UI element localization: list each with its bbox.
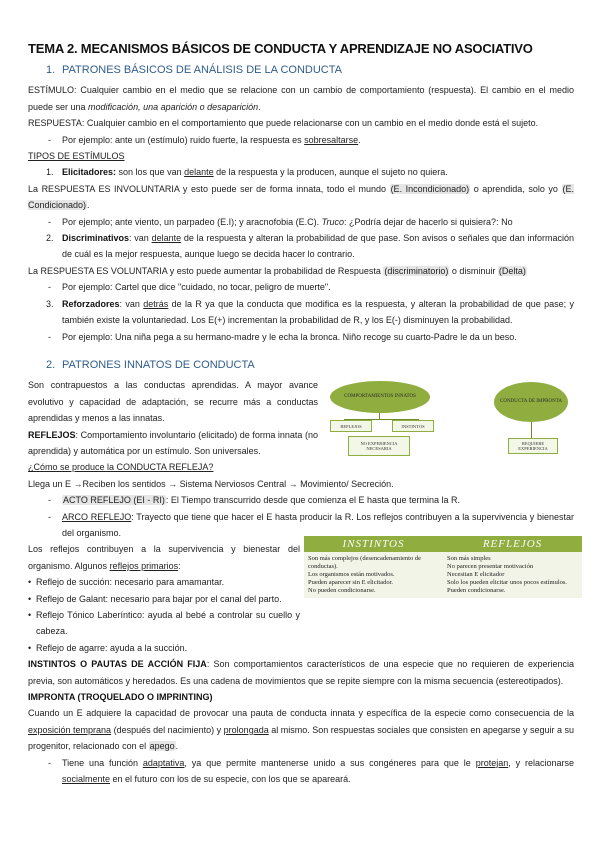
- reflejos-box: REFLEJOS: [330, 420, 372, 432]
- item-discriminativos: 2. Discriminativos: van delante de la respuesta y alteran la probabilidad de que pase. Son avisos o señales que dan información de cuál es la mejor respuesta, aunque luego se decida hacer lo contrario.: [46, 233, 574, 260]
- reflejos-definition: REFLEJOS: Comportamiento involuntario (elicitado) de forma innata (no aprendida) y automática por un estímulo. Son universales.: [28, 429, 318, 456]
- instintos-reflejos-table: [304, 536, 582, 598]
- requiere-experiencia-box: REQUIERE EXPERIENCIA: [508, 438, 558, 454]
- section-heading-2: 2. PATRONES INNATOS DE CONDUCTA: [46, 358, 255, 371]
- reflejo-item: • Reflejo de succión: necesario para amamantar.: [28, 574, 300, 590]
- example-nina: - Por ejemplo: Una niña pega a su hermano-madre y le echa la bronca. Niño recoge su cuarto-Padre le da un beso.: [28, 329, 574, 345]
- instintos-box: INSTINTOS: [392, 420, 434, 432]
- impronta-text: Cuando un E adquiere la capacidad de provocar una pauta de conducta innata y específica de la especie como consecuencia de la exposición temprana (después del nacimiento) y prolongada al mismo. Son respuestas sociales que consisten en apegarse y seguir a su progenitor, relacionado con el apego.: [28, 708, 574, 752]
- table-cell-instintos: Son más complejos (desencadenamiento de conductas). Los organismos están motivados. Pueden aparecer sin E elicitador. No pueden condicionarse.: [308, 555, 421, 594]
- como-question: ¿Cómo se produce la CONDUCTA REFLEJA?: [28, 462, 214, 473]
- section-heading-1: 1. PATRONES BÁSICOS DE ANÁLISIS DE LA CONDUCTA: [46, 64, 342, 76]
- table-header-reflejos: REFLEJOS: [482, 538, 543, 550]
- impronta-heading: IMPRONTA (TROQUELADO O IMPRINTING): [28, 692, 213, 703]
- example-cartel: - Por ejemplo: Cartel que dice "cuidado, no tocar, peligro de muerte".: [28, 279, 574, 295]
- llega-text: Llega un E →Reciben los sentidos → Sistema Nerviosos Central → Movimiento/ Secreción.: [28, 478, 394, 489]
- acto-reflejo: - ACTO REFLEJO (EI - RI): El Tiempo transcurrido desde que comienza el E hasta que termina la R.: [28, 492, 574, 508]
- connector: [531, 422, 532, 438]
- reflejo-item: • Reflejo de agarre: ayuda a la succión.: [28, 640, 300, 656]
- page-title: TEMA 2. MECANISMOS BÁSICOS DE CONDUCTA Y APRENDIZAJE NO ASOCIATIVO: [28, 41, 533, 56]
- impronta-node: CONDUCTA DE IMPRONTA: [494, 382, 568, 422]
- example-sobresalto: - Por ejemplo: ante un (estímulo) ruido fuerte, la respuesta es sobresaltarse.: [28, 132, 574, 148]
- item-elicitadores: 1. Elicitadores: son los que van delante de la respuesta y la producen, aunque el sujeto no quiera.: [46, 167, 448, 178]
- table-cell-reflejos: Son más simples No parecen presentar motivación Necesitan E elicitador Solo los pueden elicitar unos pocos estímulos. Pueden condicionarse.: [447, 555, 568, 594]
- respuesta-definition: RESPUESTA: Cualquier cambio en el comportamiento que puede relacionarse con un cambio en el medio donde está el sujeto.: [28, 118, 539, 129]
- innatos-intro: Son contrapuestos a las conductas aprendidas. A mayor avance evolutivo y capacidad de adaptación, se recurre más a conductas aprendidas y menos a las innatas.: [28, 380, 318, 424]
- contrib-text: Los reflejos contribuyen a la supervivencia y bienestar del organismo. Algunos reflejos primarios:: [28, 544, 300, 571]
- item-reforzadores: 3. Reforzadores: van detrás de la R ya que la conducta que modifica es la respuesta, y alteran la probabilidad de que pase; y también existe la voluntariedad. Los E(+) incrementan la probabilidad de R, y los E(-) disminuyen la probabilidad.: [46, 298, 575, 326]
- reflejo-item: • Reflejo de Galant: necesario para bajar por el canal del parto.: [28, 591, 300, 607]
- example-viento: - Por ejemplo; ante viento, un parpadeo (E.I); y aracnofobia (E.C). Truco: ¿Podría dejar de hacerlo si quisiera?: No: [28, 214, 574, 230]
- arco-reflejo: - ARCO REFLEJO: Trayecto que tiene que hacer el E hasta producir la R. Los reflejos contribuyen a la supervivencia y bienestar del organismo.: [28, 509, 574, 542]
- innate-behaviour-diagram: [326, 378, 576, 458]
- voluntaria-text: La RESPUESTA ES VOLUNTARIA y esto puede aumentar la probabilidad de Respuesta (discriminatorio) o disminuir (Delta): [28, 265, 526, 276]
- no-experiencia-box: NO EXPERIENCIA NECESARIA: [348, 436, 410, 456]
- impronta-funcion: - Tiene una función adaptativa, ya que permite mantenerse unido a sus congéneres para que le protejan, y relacionarse socialmente en el futuro con los de su especie, con los que se apareará.: [28, 755, 574, 788]
- innatos-node: COMPORTAMIENTOS INNATOS: [330, 381, 430, 413]
- estimulo-definition: ESTÍMULO: Cualquier cambio en el medio que se relacione con un cambio de comportamiento (respuesta). El cambio en el medio puede ser una modificación, una aparición o desaparición.: [28, 85, 574, 112]
- table-header-instintos: INSTINTOS: [342, 538, 405, 550]
- tipos-heading: TIPOS DE ESTÍMULOS: [28, 151, 125, 162]
- involuntaria-text: La RESPUESTA ES INVOLUNTARIA y esto puede ser de forma innata, todo el mundo (E. Incondicionado) o aprendida, solo yo (E. Condicionado).: [28, 183, 575, 211]
- reflejo-item: • Reflejo Tónico Laberíntico: ayuda al bebé a controlar su cuello y cabeza.: [28, 607, 300, 640]
- instintos-definition: INSTINTOS O PAUTAS DE ACCIÓN FIJA: Son comportamientos característicos de una especie que no requieren de experiencia previa, son automáticos y heredados. Es una cadena de movimientos que se repite siempre con la misma secuencia (estereotipados).: [28, 659, 574, 686]
